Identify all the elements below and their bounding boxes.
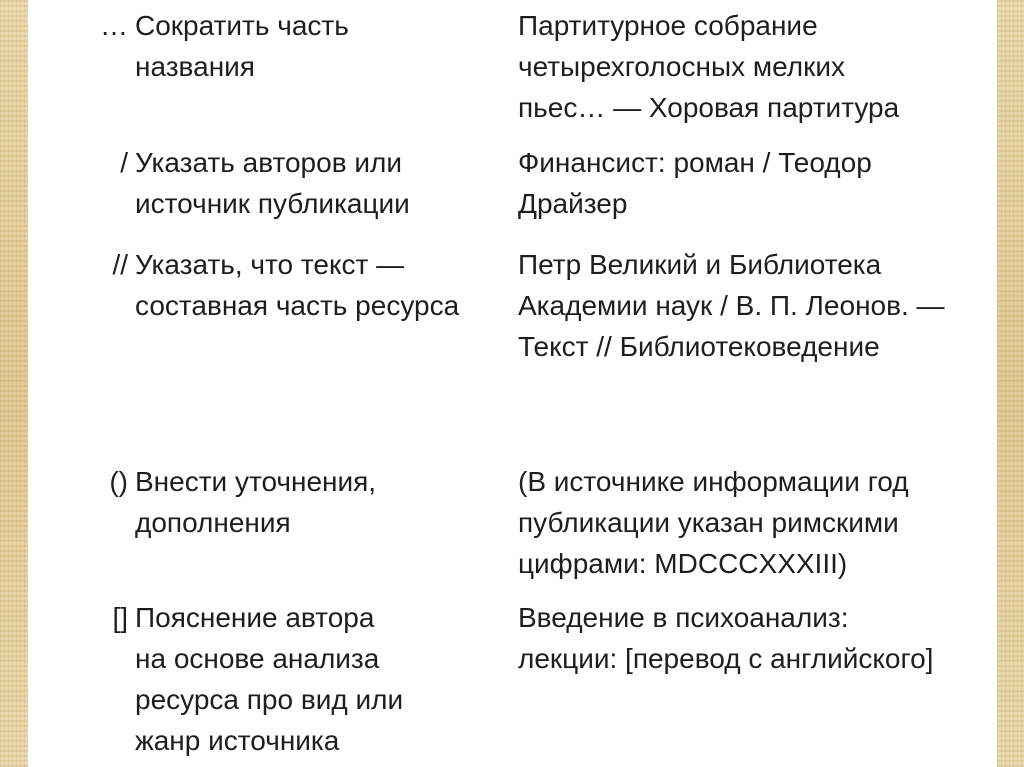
row-symbol: / — [120, 147, 128, 178]
example-line: публикации указан римскими — [518, 507, 899, 538]
row-purpose — [135, 142, 505, 224]
example-line: Финансист: роман / Теодор — [518, 147, 872, 178]
slide-content — [28, 0, 997, 767]
example-line: Драйзер — [518, 188, 628, 219]
row-purpose — [135, 244, 505, 326]
row-purpose — [135, 597, 505, 761]
purpose-line: Указать, что текст — — [135, 249, 405, 280]
purpose-line: жанр источника — [135, 725, 340, 756]
row-symbol: () — [109, 466, 128, 497]
example-line: Петр Великий и Библиотека — [518, 249, 882, 280]
row-purpose — [135, 5, 505, 87]
decorative-border-right — [997, 0, 1024, 767]
purpose-line: Внести уточнения, — [135, 466, 377, 497]
row-purpose — [135, 461, 505, 543]
purpose-line: источник публикации — [135, 188, 410, 219]
example-line: Партитурное собрание — [518, 10, 818, 41]
example-line: четырехголосных мелких — [518, 51, 845, 82]
purpose-line: Указать авторов или — [135, 147, 402, 178]
purpose-line: составная часть ресурса — [135, 290, 460, 321]
row-example — [518, 5, 998, 128]
purpose-line: дополнения — [135, 507, 291, 538]
example-line: пьес… — Хоровая партитура — [518, 92, 900, 123]
purpose-line: Сократить часть — [135, 10, 349, 41]
example-line: Академии наук / В. П. Леонов. — — [518, 290, 945, 321]
example-line: цифрами: MDCCCXXXIII) — [518, 548, 848, 579]
row-symbol: // — [112, 249, 128, 280]
decorative-border-left — [0, 0, 28, 767]
example-line: Текст // Библиотековедение — [518, 331, 880, 362]
purpose-line: названия — [135, 51, 255, 82]
row-example — [518, 461, 998, 584]
example-line: лекции: [перевод с английского] — [518, 643, 934, 674]
row-example — [518, 244, 998, 367]
example-line: (В источнике информации год — [518, 466, 909, 497]
purpose-line: Пояснение автора — [135, 602, 375, 633]
purpose-line: на основе анализа — [135, 643, 380, 674]
purpose-line: ресурса про вид или — [135, 684, 404, 715]
row-example — [518, 597, 998, 679]
row-example — [518, 142, 998, 224]
row-symbol: … — [100, 10, 128, 41]
row-symbol: [] — [112, 602, 128, 633]
example-line: Введение в психоанализ: — [518, 602, 849, 633]
